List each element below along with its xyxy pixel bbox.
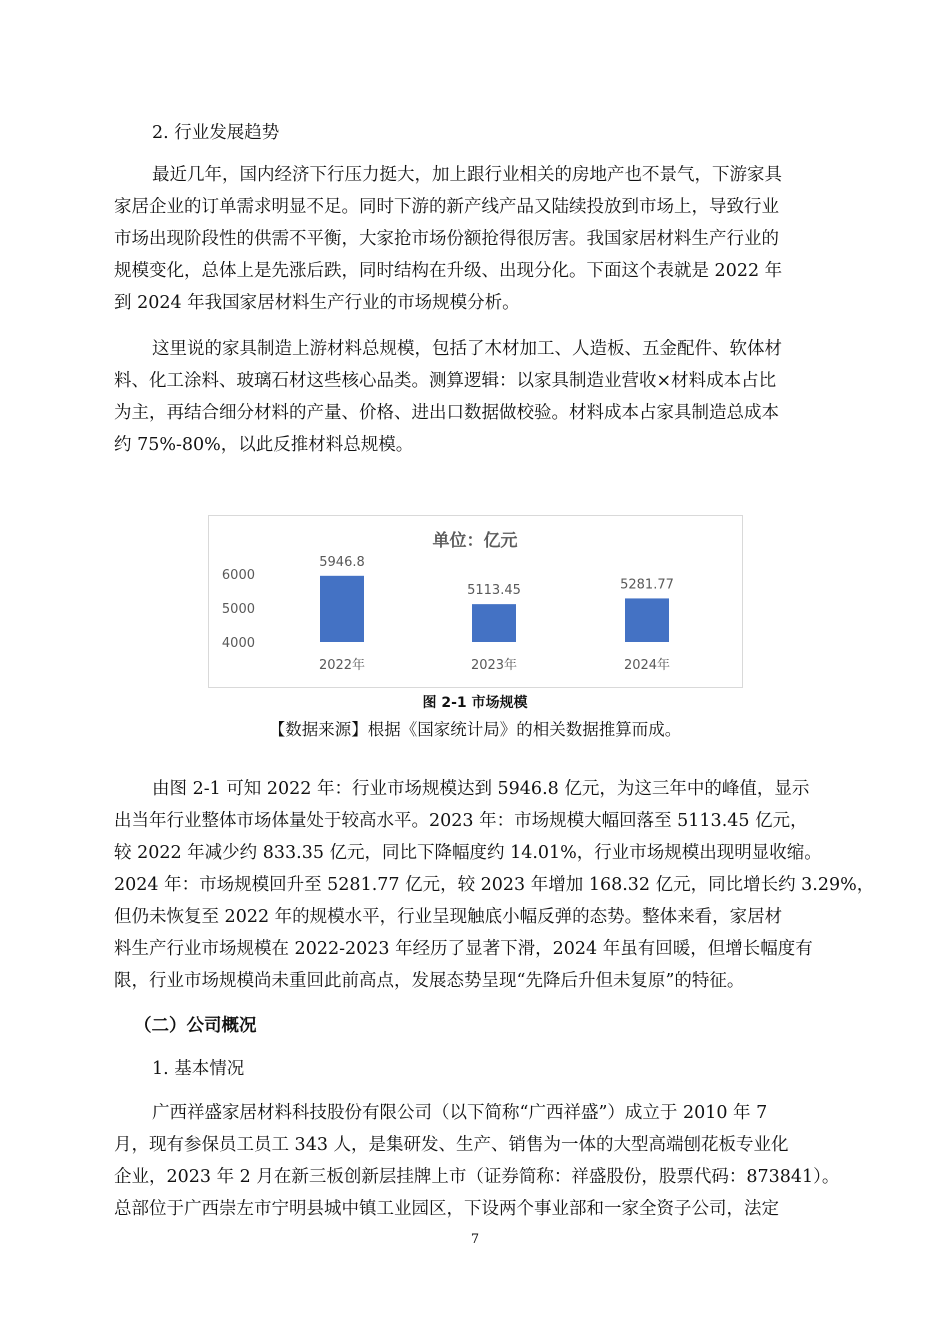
text-line: 到 2024 年我国家居材料生产行业的市场规模分析。	[114, 293, 520, 313]
section-heading: （二）公司概况	[134, 1016, 257, 1036]
y-tick-label: 5000	[221, 602, 255, 617]
text-line: 总部位于广西崇左市宁明县城中镇工业园区，下设两个事业部和一家全资子公司，法定	[114, 1199, 779, 1219]
section-heading: 2. 行业发展趋势	[152, 123, 280, 143]
chart-title: 单位：亿元	[432, 531, 518, 551]
page-number: 7	[470, 1232, 480, 1247]
text-line: 料生产行业市场规模在 2022-2023 年经历了显著下滑，2024 年虽有回暖，但增长幅度有	[114, 939, 813, 959]
subsection-heading: 1. 基本情况	[152, 1059, 245, 1079]
data-source-note: 【数据来源】根据《国家统计局》的相关数据推算而成。	[268, 720, 682, 739]
bar-chart-svg	[209, 516, 742, 687]
text-line: 限，行业市场规模尚未重回此前高点，发展态势呈现“先降后升但未复原”的特征。	[114, 971, 745, 991]
text-line: 约 75%-80%，以此反推材料总规模。	[114, 435, 414, 455]
text-line: 较 2022 年减少约 833.35 亿元，同比下降幅度约 14.01%，行业市场规模出现明显收缩。	[114, 843, 822, 863]
x-tick-label: 2022年	[318, 658, 366, 673]
text-line: 为主，再结合细分材料的产量、价格、进出口数据做校验。材料成本占家具制造总成本	[114, 403, 779, 423]
text-line: 出当年行业整体市场体量处于较高水平。2023 年：市场规模大幅回落至 5113.45 亿元，	[114, 811, 808, 831]
bar	[472, 604, 516, 642]
text-line: 由图 2-1 可知 2022 年：行业市场规模达到 5946.8 亿元，为这三年中的峰值，显示	[152, 779, 810, 799]
text-line: 家居企业的订单需求明显不足。同时下游的新产线产品又陆续投放到市场上，导致行业	[114, 197, 779, 217]
figure-caption: 图 2-1 市场规模	[422, 695, 528, 711]
text-line: 市场出现阶段性的供需不平衡，大家抢市场份额抢得很厉害。我国家居材料生产行业的	[114, 229, 779, 249]
text-line: 月，现有参保员工员工 343 人，是集研发、生产、销售为一体的大型高端刨花板专业化	[114, 1135, 789, 1155]
bar	[625, 598, 669, 642]
text-line: 这里说的家具制造上游材料总规模，包括了木材加工、人造板、五金配件、软体材	[152, 339, 782, 359]
y-tick-label: 6000	[221, 568, 255, 583]
data-label: 5113.45	[467, 583, 521, 599]
y-tick-label: 4000	[221, 636, 255, 651]
market-size-chart	[208, 515, 743, 688]
text-line: 企业，2023 年 2 月在新三板创新层挂牌上市（证券简称：祥盛股份，股票代码：873841）。	[114, 1167, 840, 1187]
x-tick-label: 2023年	[470, 658, 518, 673]
data-label: 5281.77	[620, 577, 674, 593]
text-line: 但仍未恢复至 2022 年的规模水平，行业呈现触底小幅反弹的态势。整体来看，家居材	[114, 907, 783, 927]
text-line: 最近几年，国内经济下行压力挺大，加上跟行业相关的房地产也不景气，下游家具	[152, 165, 782, 185]
text-line: 广西祥盛家居材料科技股份有限公司（以下简称“广西祥盛”）成立于 2010 年 7	[152, 1103, 768, 1123]
bar	[320, 576, 364, 642]
text-line: 料、化工涂料、玻璃石材这些核心品类。测算逻辑：以家具制造业营收×材料成本占比	[114, 371, 777, 391]
text-line: 2024 年：市场规模回升至 5281.77 亿元，较 2023 年增加 168.32 亿元，同比增长约 3.29%，	[114, 875, 875, 895]
text-line: 规模变化，总体上是先涨后跌，同时结构在升级、出现分化。下面这个表就是 2022 年	[114, 261, 783, 281]
data-label: 5946.8	[319, 554, 365, 570]
x-tick-label: 2024年	[623, 658, 671, 673]
